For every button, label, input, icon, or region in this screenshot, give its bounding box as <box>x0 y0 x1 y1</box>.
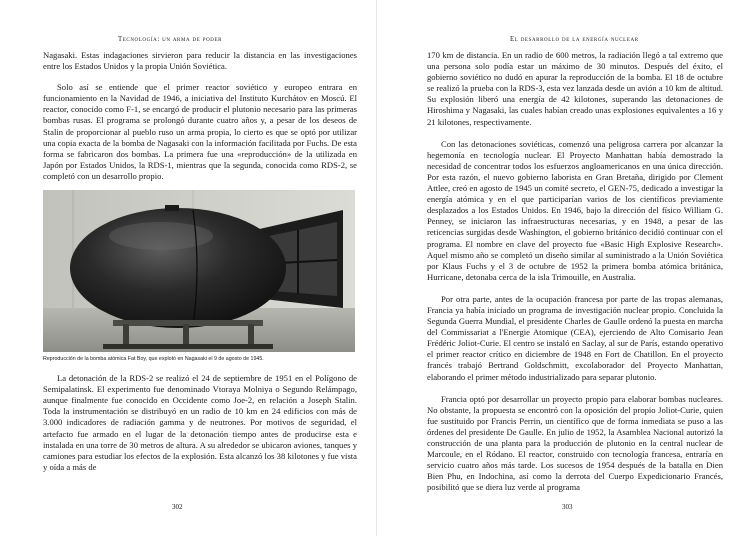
right-page <box>377 0 754 536</box>
paragraph: Nagasaki. Estas indagaciones sirvieron para reducir la distancia en las investigaciones entre los Estados Unidos y la propia Unión Soviética. <box>43 50 357 72</box>
figure-caption: Reproducción de la bomba atómica Fat Boy, que explotó en Nagasaki el 9 de agosto de 1945. <box>43 356 264 363</box>
paragraph: La detonación de la RDS-2 se realizó el 24 de septiembre de 1951 en el Polígono de Semipalatinsk. El experimento fue denominado Vtoraya Molniya o Segundo Relámpago, aunque finalmente fue conocido en Occidente como Joe-2, en relación a Joseph Stalin. Toda la instrumentación se distribuyó en un radio de 10 km en 24 edificios con más de 3.000 indicadores de radiación gamma y de neutrones. Por motivos de seguridad, el artefacto fue armado en el lugar de la detonación tiempo antes de producirse esta e instalada en una torre de 30 metros de altura. A su alrededor se ubicaron aviones, tanques y camiones para estudiar los efectos de la explosión. Esta alcanzó los 38 kilotones y fue vista y oída a más de <box>43 373 357 472</box>
page-number-left: 302 <box>172 503 183 511</box>
fat-boy-photo <box>43 190 355 352</box>
page-number-right: 303 <box>562 503 573 511</box>
left-page-body <box>43 50 357 473</box>
running-head-left: Tecnología: un arma de poder <box>118 36 223 43</box>
running-head-right: El desarrollo de la energía nuclear <box>510 36 639 43</box>
paragraph: 170 km de distancia. En un radio de 600 metros, la radiación llegó a tal extremo que una persona solo podía estar un máximo de 30 minutos. Después del éxito, el gobierno soviético no dudó en apurar la reproducción de la bomba. El 18 de octubre se realizó la prueba con la RDS-3, esta vez lanzada desde un avión a 10 km de altitud. Su explosión liberó una energía de 42 kilotones, superando las detonaciones de Hiroshima y Nagasaki, las cuales habían creado unas explosiones equivalentes a 16 y 21 kilotones, respectivamente. <box>427 50 723 127</box>
right-page-body <box>427 50 723 493</box>
paragraph: Por otra parte, antes de la ocupación francesa por parte de las tropas alemanas, Francia ya había iniciado un programa de investigación nuclear propio. Concluida la Segunda Guerra Mundial, el presidente Charles de Gaulle ordenó la puesta en marcha del Commissariat a l'Energie Atomique (CEA), ejerciendo de Alto Comisario Jean Frédéric Joliot-Curie. El centro se instaló en Saclay, al sur de París, estando operativo el primer reactor crítico en diciembre de 1948 en Fort de Chatillon. En el proyecto francés trabajó Bertrand Goldschmitt, excolaborador del Proyecto Manhattan, elaborando el primer método industrializado para separar plutonio. <box>427 293 723 382</box>
paragraph: Con las detonaciones soviéticas, comenzó una peligrosa carrera por alcanzar la hegemonía en tecnología nuclear. El Proyecto Manhattan había demostrado la necesidad de concentrar todos los esfuerzos angloamericanos en una única dirección. Por esta razón, el nuevo gobierno laborista en Gran Bretaña, dirigido por Clement Attlee, creó en agosto de 1945 un comité secreto, el GEN-75, dedicado a investigar la energía atómica y en el que participarían varios de los científicos previamente desplazados a los Estados Unidos. En 1946, bajo la dirección del físico William G. Penney, se iniciaron las infraestructuras necesarias, y en 1948, a pesar de las reticencias surgidas desde Washington, el gobierno británico decidió continuar con el programa. El nombre en clave del proyecto fue «Basic High Explosive Research». Aquel mismo año se completó un diseño similar al suministrado a la Unión Soviética por Klaus Fuchs y el 3 de octubre de 1952 la primera bomba atómica británica, Hurricane, detonaba cerca de la isla Trimouille, en Australia. <box>427 138 723 282</box>
paragraph: Francia optó por desarrollar un proyecto propio para elaborar bombas nucleares. No obstante, la propuesta se encontró con la oposición del propio Joliot-Curie, quien fue sustituido por Francis Perrin, un científico que de forma inmediata se puso a las órdenes del presidente De Gaulle. En julio de 1952, la Asamblea Nacional autorizó la construcción de una planta para la producción de plutonio en la central nuclear de Marcoule, en el Ródano. El reactor, construido con tecnología francesa, entraría en servicio cuatro años más tarde. Los sucesos de 1954 después de la batalla en Dien Bien Phu, en Indochina, así como la derrota del Cuerpo Expedicionario Francés, posibilitó que se diera luz verde al programa <box>427 393 723 493</box>
paragraph: Solo así se entiende que el primer reactor soviético y europeo entrara en funcionamiento en la Navidad de 1946, a iniciativa del Instituto Kurchátov en Moscú. El reactor, conocido como F-1, se encargó de producir el plutonio necesario para las primeras bombas rusas. El programa se prolongó durante cuatro años y, a pesar de los deseos de Stalin de proporcionar al pueblo ruso un arma propia, lo cierto es que se optó por utilizar una copia exacta de la bomba de Nagasaki con la información facilitada por Fuchs. De esta forma se fabricaron dos bombas. La primera fue una «reproducción» de la utilizada en Japón por Estados Unidos, la RDS-1, mientras que la segunda, conocida como RDS-2, se completó con un desarrollo propio. <box>43 82 357 181</box>
